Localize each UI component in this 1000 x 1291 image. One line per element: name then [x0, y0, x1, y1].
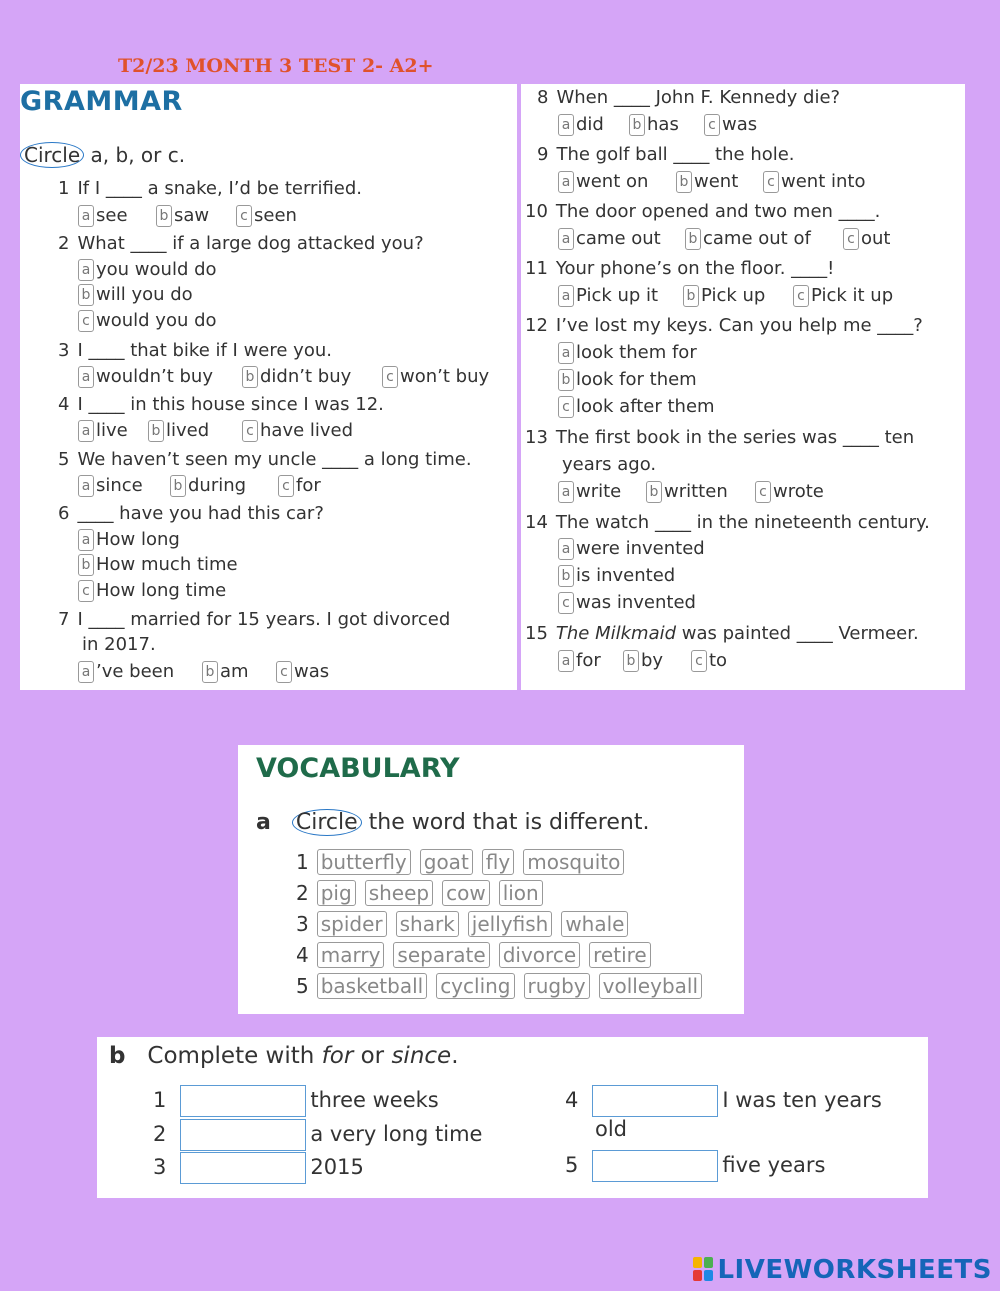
question-2: [58, 233, 424, 255]
option-letter: c: [558, 592, 574, 614]
option-text: was: [722, 114, 758, 135]
question-number: 11: [525, 258, 548, 279]
option-text: went into: [781, 171, 866, 192]
q6-option-c[interactable]: [78, 580, 226, 602]
option-text: seen: [254, 205, 297, 226]
word-option[interactable]: separate: [393, 942, 489, 968]
option-letter: b: [685, 228, 701, 250]
item-text: 2015: [310, 1155, 364, 1179]
question-number: 6: [58, 503, 70, 524]
q10-option-a[interactable]: [558, 228, 661, 250]
option-letter: b: [646, 481, 662, 503]
q2-option-b[interactable]: [78, 284, 193, 306]
question-text: I ____ in this house since I was 12.: [77, 394, 384, 415]
option-letter: c: [278, 475, 294, 497]
answer-input[interactable]: [180, 1085, 306, 1117]
option-letter: a: [78, 475, 94, 497]
q14-option-a[interactable]: [558, 538, 705, 560]
fill-item-5: [565, 1150, 825, 1182]
option-letter: a: [558, 538, 574, 560]
option-text: saw: [174, 205, 210, 226]
q11-option-c[interactable]: [793, 285, 893, 307]
q15-option-a[interactable]: [558, 650, 601, 672]
option-text: look after them: [576, 396, 715, 417]
q1-option-c[interactable]: [236, 205, 297, 227]
question-15: [525, 623, 919, 645]
page-title: T2/23 MONTH 3 TEST 2- A2+: [118, 55, 434, 77]
question-6: [58, 503, 324, 525]
q5-option-a[interactable]: [78, 475, 143, 497]
question-text: What ____ if a large dog attacked you?: [77, 233, 424, 254]
option-text: came out of: [703, 228, 811, 249]
option-text: write: [576, 481, 622, 502]
item-number: 4: [565, 1088, 579, 1112]
option-text: since: [96, 475, 143, 496]
option-letter: a: [78, 420, 94, 442]
instruction-since: since: [391, 1043, 452, 1069]
q10-option-b[interactable]: [685, 228, 811, 250]
option-letter: a: [78, 366, 94, 388]
q15-option-c[interactable]: [691, 650, 727, 672]
option-text: went on: [576, 171, 649, 192]
row-number: 1: [296, 850, 309, 874]
circle-word: Circle: [292, 809, 362, 836]
vocab-row-5: [296, 973, 711, 999]
q4-option-b[interactable]: [148, 420, 209, 442]
question-13: [525, 427, 914, 449]
question-number: 5: [58, 449, 70, 470]
q8-option-c[interactable]: [704, 114, 757, 136]
option-letter: c: [558, 396, 574, 418]
word-option[interactable]: butterfly: [317, 849, 411, 875]
fill-item-3: [153, 1152, 364, 1184]
option-text: by: [641, 650, 664, 671]
question-3: [58, 340, 332, 362]
q7-option-c[interactable]: [276, 661, 329, 683]
item-number: 2: [153, 1122, 167, 1146]
q12-option-a[interactable]: [558, 342, 697, 364]
option-letter: c: [793, 285, 809, 307]
question-text: When ____ John F. Kennedy die?: [556, 87, 841, 108]
option-text: look them for: [576, 342, 697, 363]
option-letter: c: [276, 661, 292, 683]
fill-item-1: [153, 1085, 439, 1117]
q3-option-a[interactable]: [78, 366, 213, 388]
option-letter: b: [558, 565, 574, 587]
circle-word: Circle: [20, 142, 84, 168]
row-number: 3: [296, 912, 309, 936]
q3-option-b[interactable]: [242, 366, 351, 388]
q11-option-a[interactable]: [558, 285, 658, 307]
vocab-row-3: [296, 911, 637, 937]
vocabulary-panel: [238, 745, 744, 1014]
option-text: written: [664, 481, 728, 502]
fill-item-2: [153, 1119, 482, 1151]
option-text: lived: [166, 420, 210, 441]
word-option[interactable]: retire: [589, 942, 651, 968]
q14-option-c[interactable]: [558, 592, 696, 614]
option-text: wrote: [773, 481, 824, 502]
option-text: went: [694, 171, 739, 192]
question-8: [537, 87, 840, 109]
option-letter: a: [78, 661, 94, 683]
option-letter: c: [755, 481, 771, 503]
question-number: 10: [525, 201, 548, 222]
option-text: to: [709, 650, 728, 671]
logo-text: LIVEWORKSHEETS: [717, 1255, 992, 1285]
option-text: didn’t buy: [260, 366, 352, 387]
word-option[interactable]: sheep: [365, 880, 433, 906]
fill-item-4-line2: old: [595, 1117, 628, 1141]
option-text: Pick up it: [576, 285, 659, 306]
option-letter: a: [558, 285, 574, 307]
q1-option-a[interactable]: [78, 205, 128, 227]
option-letter: c: [78, 580, 94, 602]
question-text: I ____ married for 15 years. I got divorced: [77, 609, 451, 630]
question-number: 9: [537, 144, 549, 165]
option-letter: b: [242, 366, 258, 388]
option-letter: b: [623, 650, 639, 672]
word-option[interactable]: fly: [482, 849, 514, 875]
part-label: b: [109, 1043, 126, 1069]
option-text: ’ve been: [96, 661, 175, 682]
option-letter: b: [170, 475, 186, 497]
row-number: 4: [296, 943, 309, 967]
word-option[interactable]: cycling: [436, 973, 514, 999]
question-text: I’ve lost my keys. Can you help me ____?: [555, 315, 923, 336]
question-text: Your phone’s on the floor. ____!: [555, 258, 835, 279]
fill-item-4: [565, 1085, 882, 1117]
option-text: came out: [576, 228, 661, 249]
vocab-row-4: [296, 942, 660, 968]
word-option[interactable]: mosquito: [523, 849, 624, 875]
question-12: [525, 315, 923, 337]
question-number: 13: [525, 427, 548, 448]
vocab-row-1: [296, 849, 633, 875]
option-letter: a: [558, 342, 574, 364]
q2-option-a[interactable]: [78, 259, 217, 281]
q6-option-a[interactable]: [78, 529, 180, 551]
question-text: was painted ____ Vermeer.: [676, 623, 919, 644]
grammar-left-panel: [20, 84, 517, 690]
option-letter: a: [78, 205, 94, 227]
question-text: We haven’t seen my uncle ____ a long time.: [77, 449, 472, 470]
option-text: wouldn’t buy: [96, 366, 213, 387]
word-option[interactable]: lion: [499, 880, 543, 906]
option-letter: c: [763, 171, 779, 193]
question-4: [58, 394, 384, 416]
word-option[interactable]: goat: [420, 849, 473, 875]
q8-option-b[interactable]: [629, 114, 679, 136]
option-text: live: [96, 420, 128, 441]
answer-input[interactable]: [180, 1152, 306, 1184]
question-7-line2: in 2017.: [82, 634, 156, 655]
word-option[interactable]: cow: [442, 880, 490, 906]
option-letter: b: [683, 285, 699, 307]
question-number: 14: [525, 512, 548, 533]
option-text: have lived: [260, 420, 354, 441]
question-number: 1: [58, 178, 70, 199]
grammar-heading: GRAMMAR: [20, 86, 183, 117]
word-option[interactable]: marry: [317, 942, 385, 968]
grammar-instruction: [20, 142, 185, 168]
q3-option-c[interactable]: [382, 366, 489, 388]
option-letter: a: [558, 171, 574, 193]
item-number: 5: [565, 1153, 579, 1177]
q5-option-b[interactable]: [170, 475, 246, 497]
option-text: during: [188, 475, 247, 496]
option-text: look for them: [576, 369, 697, 390]
option-letter: b: [78, 554, 94, 576]
option-letter: a: [78, 259, 94, 281]
option-text: see: [96, 205, 128, 226]
grammar-right-panel: [521, 84, 965, 690]
answer-input[interactable]: [180, 1119, 306, 1151]
option-text: won’t buy: [400, 366, 490, 387]
vocabulary-heading: VOCABULARY: [256, 753, 460, 784]
option-text: has: [647, 114, 679, 135]
option-text: were invented: [576, 538, 705, 559]
liveworksheets-logo: [693, 1255, 992, 1285]
question-number: 12: [525, 315, 548, 336]
q7-option-a[interactable]: [78, 661, 174, 683]
q15-option-b[interactable]: [623, 650, 663, 672]
option-letter: b: [156, 205, 172, 227]
option-letter: c: [78, 310, 94, 332]
for-since-instruction: [109, 1043, 459, 1069]
word-option[interactable]: pig: [317, 880, 356, 906]
question-7: [58, 609, 450, 631]
option-text: for: [576, 650, 601, 671]
question-number: 15: [525, 623, 548, 644]
option-letter: c: [691, 650, 707, 672]
option-letter: b: [676, 171, 692, 193]
option-text: you would do: [96, 259, 217, 280]
option-text: How long time: [96, 580, 227, 601]
word-option[interactable]: basketball: [317, 973, 427, 999]
part-label: a: [256, 810, 271, 835]
answer-input[interactable]: [592, 1150, 718, 1182]
option-letter: c: [236, 205, 252, 227]
instruction-text: .: [451, 1043, 459, 1069]
option-text: Pick up: [701, 285, 766, 306]
question-number: 2: [58, 233, 70, 254]
word-option[interactable]: whale: [561, 911, 628, 937]
option-letter: a: [78, 529, 94, 551]
q4-option-a[interactable]: [78, 420, 128, 442]
option-text: How much time: [96, 554, 238, 575]
option-text: was: [294, 661, 330, 682]
option-letter: c: [382, 366, 398, 388]
instruction-text: a, b, or c.: [84, 143, 186, 167]
q1-option-b[interactable]: [156, 205, 209, 227]
answer-input[interactable]: [592, 1085, 718, 1117]
vocab-row-2: [296, 880, 552, 906]
option-text: is invented: [576, 565, 676, 586]
question-text: ____ have you had this car?: [77, 503, 324, 524]
option-letter: b: [148, 420, 164, 442]
item-text: a very long time: [310, 1122, 483, 1146]
painting-title: The Milkmaid: [555, 623, 677, 644]
option-letter: a: [558, 114, 574, 136]
item-text: five years: [722, 1153, 826, 1177]
word-option[interactable]: divorce: [499, 942, 580, 968]
q8-option-a[interactable]: [558, 114, 604, 136]
question-text: The first book in the series was ____ ten: [555, 427, 915, 448]
question-number: 4: [58, 394, 70, 415]
word-option[interactable]: rugby: [524, 973, 590, 999]
question-9: [537, 144, 795, 166]
q13-option-a[interactable]: [558, 481, 621, 503]
question-text: The door opened and two men ____.: [555, 201, 881, 222]
option-text: will you do: [96, 284, 193, 305]
question-number: 7: [58, 609, 70, 630]
instruction-for: for: [321, 1043, 354, 1069]
option-letter: b: [558, 369, 574, 391]
option-letter: c: [704, 114, 720, 136]
word-option[interactable]: jellyfish: [468, 911, 553, 937]
question-1: [58, 178, 362, 200]
question-text: If I ____ a snake, I’d be terrified.: [77, 178, 363, 199]
option-text: Pick it up: [811, 285, 894, 306]
question-11: [525, 258, 834, 280]
option-text: How long: [96, 529, 180, 550]
option-letter: b: [78, 284, 94, 306]
vocabulary-instruction: [256, 809, 649, 836]
item-text: I was ten years: [722, 1088, 882, 1112]
q13-option-b[interactable]: [646, 481, 728, 503]
instruction-text: or: [353, 1043, 392, 1069]
item-text: three weeks: [310, 1088, 439, 1112]
word-option[interactable]: spider: [317, 911, 387, 937]
option-letter: a: [558, 481, 574, 503]
question-text: The watch ____ in the nineteenth century.: [555, 512, 930, 533]
option-letter: a: [558, 650, 574, 672]
question-13-line2: years ago.: [562, 454, 657, 475]
word-option[interactable]: volleyball: [599, 973, 702, 999]
instruction-text: the word that is different.: [361, 810, 650, 835]
word-option[interactable]: shark: [396, 911, 459, 937]
q4-option-c[interactable]: [242, 420, 353, 442]
question-14: [525, 512, 930, 534]
instruction-text: Complete with: [147, 1043, 322, 1069]
q2-option-c[interactable]: [78, 310, 217, 332]
option-letter: b: [202, 661, 218, 683]
q12-option-b[interactable]: [558, 369, 697, 391]
question-text: The golf ball ____ the hole.: [556, 144, 795, 165]
row-number: 2: [296, 881, 309, 905]
option-letter: b: [629, 114, 645, 136]
q6-option-b[interactable]: [78, 554, 238, 576]
question-5: [58, 449, 472, 471]
item-number: 1: [153, 1088, 167, 1112]
option-text: am: [220, 661, 249, 682]
q5-option-c[interactable]: [278, 475, 321, 497]
question-number: 3: [58, 340, 70, 361]
q14-option-b[interactable]: [558, 565, 675, 587]
q11-option-b[interactable]: [683, 285, 765, 307]
logo-mark-icon: [693, 1257, 713, 1281]
q9-option-b[interactable]: [676, 171, 738, 193]
row-number: 5: [296, 974, 309, 998]
q12-option-c[interactable]: [558, 396, 715, 418]
option-letter: c: [843, 228, 859, 250]
question-number: 8: [537, 87, 549, 108]
option-text: did: [576, 114, 604, 135]
option-text: for: [296, 475, 321, 496]
question-10: [525, 201, 880, 223]
q13-option-c[interactable]: [755, 481, 824, 503]
option-letter: c: [242, 420, 258, 442]
q9-option-c[interactable]: [763, 171, 865, 193]
question-text: I ____ that bike if I were you.: [77, 340, 332, 361]
for-since-panel: [97, 1037, 928, 1198]
item-number: 3: [153, 1155, 167, 1179]
option-text: would you do: [96, 310, 217, 331]
q10-option-c[interactable]: [843, 228, 890, 250]
option-letter: a: [558, 228, 574, 250]
option-text: out: [861, 228, 891, 249]
q9-option-a[interactable]: [558, 171, 648, 193]
option-text: was invented: [576, 592, 696, 613]
q7-option-b[interactable]: [202, 661, 249, 683]
